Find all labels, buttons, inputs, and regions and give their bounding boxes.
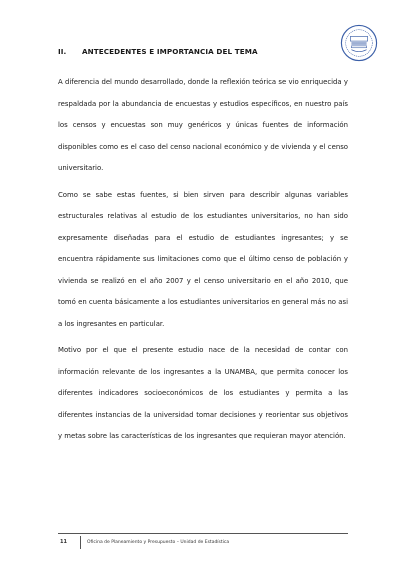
section-title: ANTECEDENTES E IMPORTANCIA DEL TEMA: [82, 47, 258, 56]
paragraph-3: Motivo por el que el presente estudio nace de la necesidad de contar con información relevante de los ingresantes a la UNAMBA, que permita conocer los diferentes indicadores socioeconómicos de los estudiantes y permita a las diferentes instancias de la universidad tomar decisiones y reorientar sus objetivos y metas sobre las características de los ingresantes que requieran mayor atención.: [58, 346, 348, 440]
paragraph-1: A diferencia del mundo desarrollado, donde la reflexión teórica se vio enriquecida y respaldada por la abundancia de encuestas y estudios específicos, en nuestro país los censos y encuestas son muy genéricos y únicas fuentes de información disponibles como es el caso del censo nacional económico y de vivienda y el censo universitario.: [58, 78, 348, 172]
page-number: 11: [60, 539, 67, 545]
page-footer: [58, 533, 348, 550]
section-heading: [58, 47, 338, 56]
university-seal-icon: [340, 24, 378, 62]
footer-office: Oficina de Planeamiento y Presupuesto – Unidad de Estadística: [87, 539, 230, 545]
section-number: II.: [58, 47, 67, 56]
paragraph-2: Como se sabe estas fuentes, si bien sirven para describir algunas variables estructurales relativas al estudio de los estudiantes universitarios, no han sido expresamente diseñadas para el estudio de estudiantes ingresantes; y se encuentra rápidamente sus limitaciones como que el último censo de población y vivienda se realizó en el año 2007 y el censo universitario en el año 2010, que tomó en cuenta básicamente a los estudiantes universitarios en general más no asi a los ingresantes en particular.: [58, 190, 348, 328]
document-body: [58, 72, 348, 453]
footer-divider: [80, 536, 81, 549]
